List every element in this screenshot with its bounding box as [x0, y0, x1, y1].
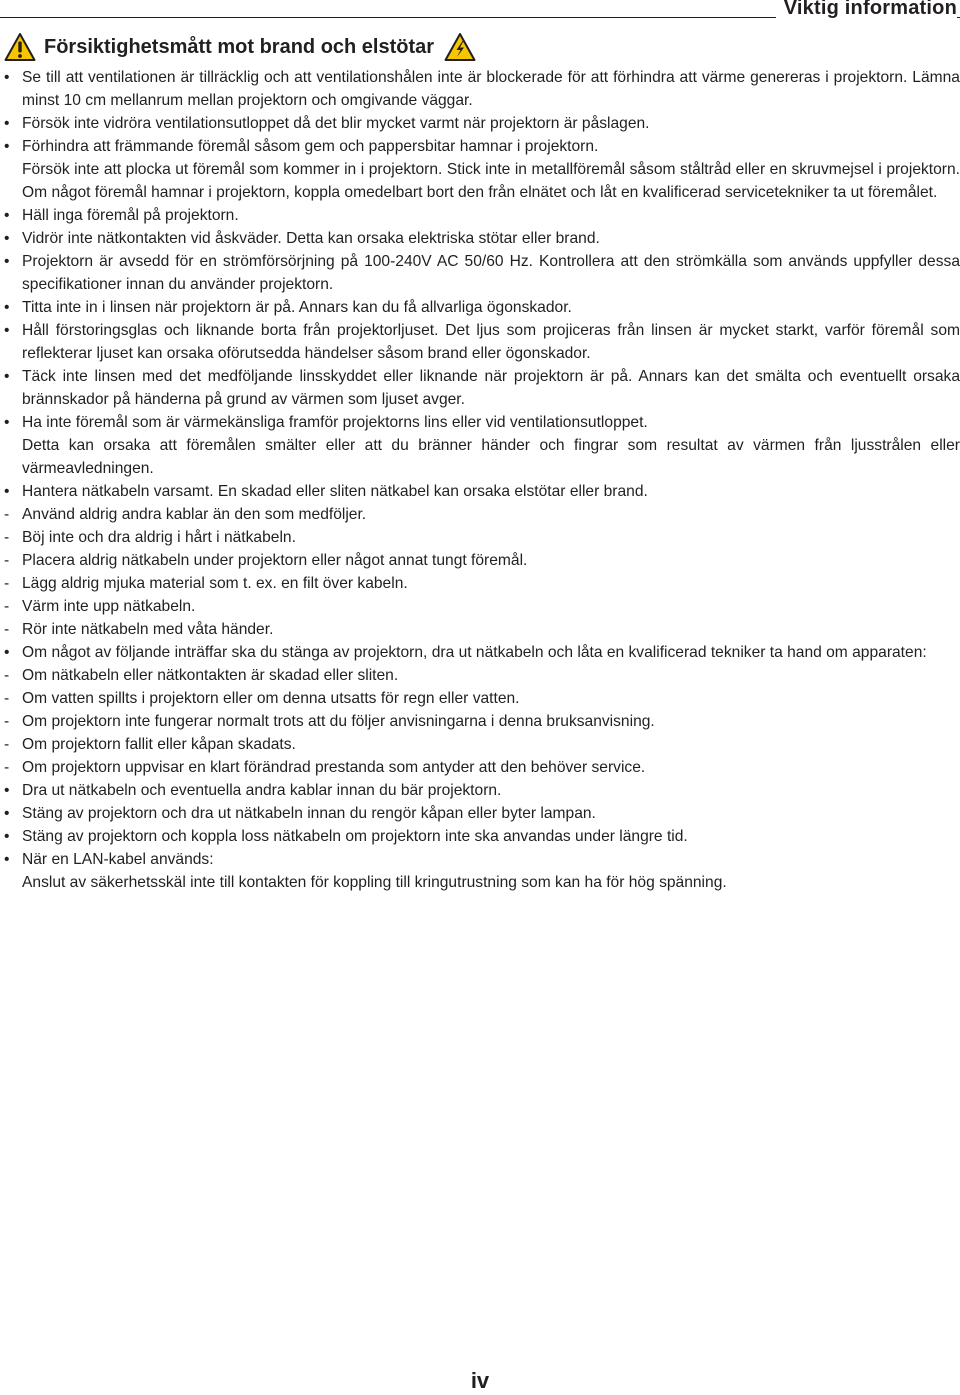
section-heading — [4, 30, 476, 64]
bullet-item: • Täck inte linsen med det medföljande linsskyddet eller liknande när projektorn är på. Annars kan det smälta och eventuellt orsaka brännskador på händerna på grund av värmen som ljuset avger. — [4, 365, 960, 411]
dash-item: - Rör inte nätkabeln med våta händer. — [4, 618, 960, 641]
bullet-item: • Förhindra att främmande föremål såsom gem och pappersbitar hamnar i projektorn. — [4, 135, 960, 158]
dash-item: - Om projektorn uppvisar en klart förändrad prestanda som antyder att den behöver service. — [4, 756, 960, 779]
dash-item: - Använd aldrig andra kablar än den som medföljer. — [4, 503, 960, 526]
paragraph-item: Anslut av säkerhetsskäl inte till kontakten för koppling till kringutrustning som kan ha för hög spänning. — [22, 874, 727, 891]
dash-item: - Böj inte och dra aldrig i hårt i nätkabeln. — [4, 526, 960, 549]
dash-item: - Om projektorn inte fungerar normalt trots att du följer anvisningarna i denna bruksanvisning. — [4, 710, 960, 733]
bullet-item: • Häll inga föremål på projektorn. — [4, 204, 960, 227]
bullet-item: • När en LAN-kabel används: — [4, 848, 960, 871]
paragraph-item: Detta kan orsaka att föremålen smälter eller att du bränner händer och fingrar som resultat av värmen från ljusstrålen eller värmeavledningen. — [22, 437, 960, 477]
safety-list — [4, 66, 960, 894]
bullet-item: • Håll förstoringsglas och liknande borta från projektorljuset. Det ljus som projiceras från linsen är mycket starkt, varför föremål som reflekterar ljuset kan orsaka oförutsedda händelser såsom brand eller ögonskador. — [4, 319, 960, 365]
dash-item: - Lägg aldrig mjuka material som t. ex. en filt över kabeln. — [4, 572, 960, 595]
bullet-item: • Stäng av projektorn och dra ut nätkabeln innan du rengör kåpan eller byter lampan. — [4, 802, 960, 825]
bullet-item: • Hantera nätkabeln varsamt. En skadad eller sliten nätkabel kan orsaka elstötar eller brand. — [4, 480, 960, 503]
dash-item: - Om projektorn fallit eller kåpan skadats. — [4, 733, 960, 756]
bullet-item: • Se till att ventilationen är tillräcklig och att ventilationshålen inte är blockerade för att förhindra att värme genereras i projektorn. Lämna minst 10 cm mellanrum mellan projektorn och omgivande väggar. — [4, 66, 960, 112]
bullet-item: • Om något av följande inträffar ska du stänga av projektorn, dra ut nätkabeln och låta en kvalificerad tekniker ta hand om apparaten: — [4, 641, 960, 664]
paragraph-item: Försök inte att plocka ut föremål som kommer in i projektorn. Stick inte in metallföremål såsom ståltråd eller en skruvmejsel i projektorn. Om något föremål hamnar i projektorn, koppla omedelbart bort den från elnätet och låt en kvalificerad servicetekniker ta ut föremålet. — [22, 161, 960, 201]
dash-item: - Värm inte upp nätkabeln. — [4, 595, 960, 618]
bullet-item: • Titta inte in i linsen när projektorn är på. Annars kan du få allvarliga ögonskador. — [4, 296, 960, 319]
dash-item: - Placera aldrig nätkabeln under projektorn eller något annat tungt föremål. — [4, 549, 960, 572]
bullet-item: • Stäng av projektorn och koppla loss nätkabeln om projektorn inte ska anvandas under längre tid. — [4, 825, 960, 848]
warning-triangle-icon — [4, 32, 36, 62]
page-header — [0, 0, 960, 22]
bullet-item: • Försök inte vidröra ventilationsutloppet då det blir mycket varmt när projektorn är påslagen. — [4, 112, 960, 135]
bullet-item: • Projektorn är avsedd för en strömförsörjning på 100-240V AC 50/60 Hz. Kontrollera att den strömkälla som används uppfyller dessa specifikationer innan du använder projektorn. — [4, 250, 960, 296]
section-title: Försiktighetsmått mot brand och elstötar — [44, 36, 435, 58]
dash-item: - Om vatten spillts i projektorn eller om denna utsatts för regn eller vatten. — [4, 687, 960, 710]
dash-item: - Om nätkabeln eller nätkontakten är skadad eller sliten. — [4, 664, 960, 687]
header-title: Viktig information — [776, 0, 957, 20]
electric-shock-icon — [444, 32, 476, 62]
bullet-item: • Vidrör inte nätkontakten vid åskväder. Detta kan orsaka elektriska stötar eller brand. — [4, 227, 960, 250]
page-number: iv — [470, 1368, 490, 1393]
bullet-item: • Dra ut nätkabeln och eventuella andra kablar innan du bär projektorn. — [4, 779, 960, 802]
bullet-item: • Ha inte föremål som är värmekänsliga framför projektorns lins eller vid ventilationsutloppet. — [4, 411, 960, 434]
